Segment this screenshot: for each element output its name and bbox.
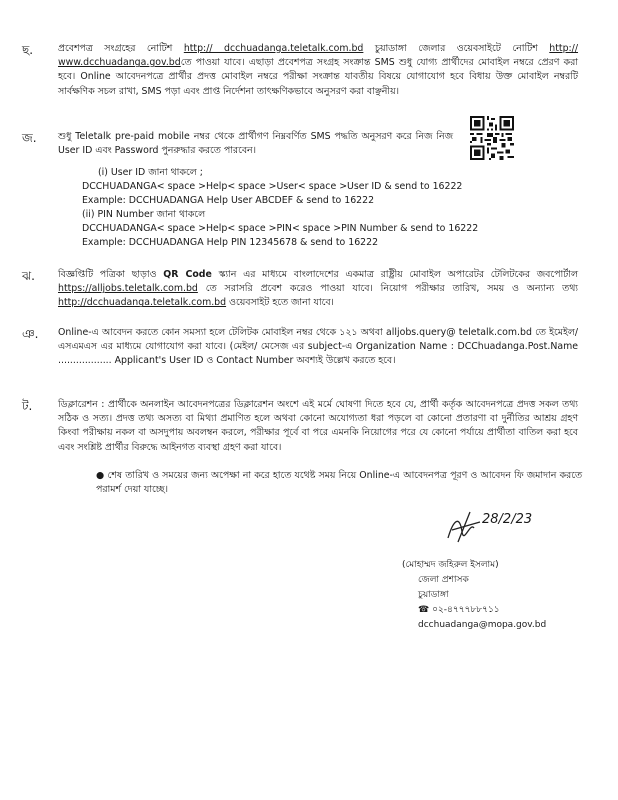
advice-note <box>96 469 582 497</box>
section-ta <box>22 398 578 455</box>
signature-block <box>402 558 546 633</box>
section-label: ঝ. <box>22 269 35 283</box>
text-run: চুয়াডাঙ্গা জেলার ওয়েবসাইটে নোটিশ <box>363 43 550 54</box>
phone-icon: ☎ <box>418 605 430 615</box>
section-label: ঞ. <box>22 327 39 341</box>
text-run: প্রবেশপত্র সংগ্রহের নোটিশ <box>58 43 184 54</box>
section-label: ট. <box>22 399 33 413</box>
section-ja <box>22 130 453 158</box>
official-designation: জেলা প্রশাসক <box>418 575 469 585</box>
qr-code-image <box>470 116 514 160</box>
section-text <box>58 268 578 311</box>
section-intro: শুধু Teletalk pre-paid mobile নম্বর থেকে প্রার্থীগণ নিম্নবর্ণিত SMS পদ্ধতি অনুসরণ করে নিজ নিজ User ID এবং Password পুনরুদ্ধার করতে পারবেন। <box>58 131 453 157</box>
section-jha <box>22 268 578 311</box>
text-run: স্ক্যান এর মাধ্যমে বাংলাদেশের একমাত্র রাষ্ট্রীয় মোবাইল অপারেটর টেলিটকের জবপোর্টাল <box>211 269 578 280</box>
section-label: ছ. <box>22 43 34 57</box>
text-run: ডিক্লারেশন : প্রার্থীকে অনলাইন আবেদনপত্রের ডিক্লারেশন অংশে এই মর্মে ঘোষণা দিতে হবে যে, প্রার্থী কর্তৃক আবেদনপত্রে প্রদত্ত সকল তথ্য সঠিক ও সত্য। প্রদত্ত তথ্য অসত্য বা মিথ্যা প্রমাণিত হলে অথবা কোনো অযোগ্যতা ধরা পড়লে বা কোনো প্রতারণা বা দুর্নীতির আশ্রয় গ্রহণ কিংবা পরীক্ষায় নকল বা অসদুপায় অবলম্বন করলে, পরীক্ষার পূর্বে বা পরে এমনকি নিয়োগের পরে যে কোনো পর্যায়ে প্রার্থীতা বাতিল করা হবে এবং সংশ্লিষ্ট প্রার্থীর বিরুদ্ধে আইনগত ব্যবস্থা গ্রহণ করা যাবে। <box>58 399 578 453</box>
text-run: Online-এ আবেদন করতে কোন সমস্যা হলে টেলিটক মোবাইল নম্বর থেকে ১২১ অথবা alljobs.query@ teletalk.com.bd তে ইমেইল/এসএমএস এর মাধ্যমে যোগাযোগ করা যাবে। (মেইল/ মেসেজ এর subject-এ Organization Name : DCChuadanga.Post.Name .................. Applicant's User ID ও Contact Number অবশ্যই উল্লেখ করতে হবে। <box>58 327 578 367</box>
text-run: তে পাওয়া যাবে। এছাড়া প্রবেশপত্র সংগ্রহ সংক্রান্ত SMS শুধু যোগ্য প্রার্থীদের মোবাইল নম্বরে প্রেরণ করা হবে। Online আবেদনপত্রে প্রার্থীর প্রদত্ত মোবাইল নম্বরে পরীক্ষা সংক্রান্ত যাবতীয় বিষয়ে যোগাযোগ হবে বিধায় উক্ত মোবাইল নম্বরটি সার্বক্ষণিক সচল রাখা, SMS পড়া এবং প্রাপ্ত নির্দেশনা তাৎক্ষণিকভাবে অনুসরণ করা বাঞ্ছনীয়। <box>58 57 578 97</box>
text-run: বিজ্ঞপ্তিটি পত্রিকা ছাড়াও <box>58 269 164 280</box>
sub2-example: Example: DCCHUADANGA Help PIN 12345678 & send to 16222 <box>82 237 379 248</box>
section-text <box>58 398 578 455</box>
note-text: ● শেষ তারিখ ও সময়ের জন্য অপেক্ষা না করে হাতে যথেষ্ট সময় নিয়ে Online-এ আবেদনপত্র পূরণ ও আবেদন ফি জমাদান করতে পরামর্শ দেয়া যাচ্ছে। <box>96 470 582 496</box>
text-run[interactable]: http:// dcchuadanga.teletalk.com.bd <box>183 43 364 54</box>
sub2-format: DCCHUADANGA< space >Help< space >PIN< space >PIN Number & send to 16222 <box>82 223 479 234</box>
official-phone-line <box>402 603 546 618</box>
sms-instructions <box>82 166 618 250</box>
section-cha <box>22 42 579 99</box>
handwritten-date: 28/2/23 <box>482 512 533 527</box>
official-email[interactable]: dcchuadanga@mopa.gov.bd <box>418 620 547 630</box>
section-label: জ. <box>22 131 37 145</box>
section-nya <box>22 326 578 369</box>
text-run: তে সরাসরি প্রবেশ করেও পাওয়া যাবে। নিয়োগ পরীক্ষার তারিখ, সময় ও অন্যান্য তথ্য <box>197 283 578 295</box>
text-run: QR Code <box>163 269 212 280</box>
official-phone: ০২-৪৭৭৭৮৮৭১১ <box>432 605 500 615</box>
section-text <box>58 42 578 99</box>
sub1-format: DCCHUADANGA< space >Help< space >User< space >User ID & send to 16222 <box>82 181 463 192</box>
text-run[interactable]: http://dcchuadanga.teletalk.com.bd <box>58 297 227 309</box>
section-text <box>58 326 578 369</box>
official-name: (মোহাম্মদ জহিরুল ইসলাম) <box>402 560 499 570</box>
sub1-example: Example: DCCHUADANGA Help User ABCDEF & send to 16222 <box>82 195 375 206</box>
sub2-title: (ii) PIN Number জানা থাকলে <box>82 209 206 220</box>
official-district: চুয়াডাঙ্গা <box>418 590 449 600</box>
text-run[interactable]: http:// www.dcchuadanga.gov.bd <box>58 43 579 69</box>
text-run[interactable]: https://alljobs.teletalk.com.bd <box>58 283 198 295</box>
sub1-title: (i) User ID জানা থাকলে ; <box>98 167 203 178</box>
text-run: ওয়েবসাইট হতে জানা যাবে। <box>226 297 334 309</box>
